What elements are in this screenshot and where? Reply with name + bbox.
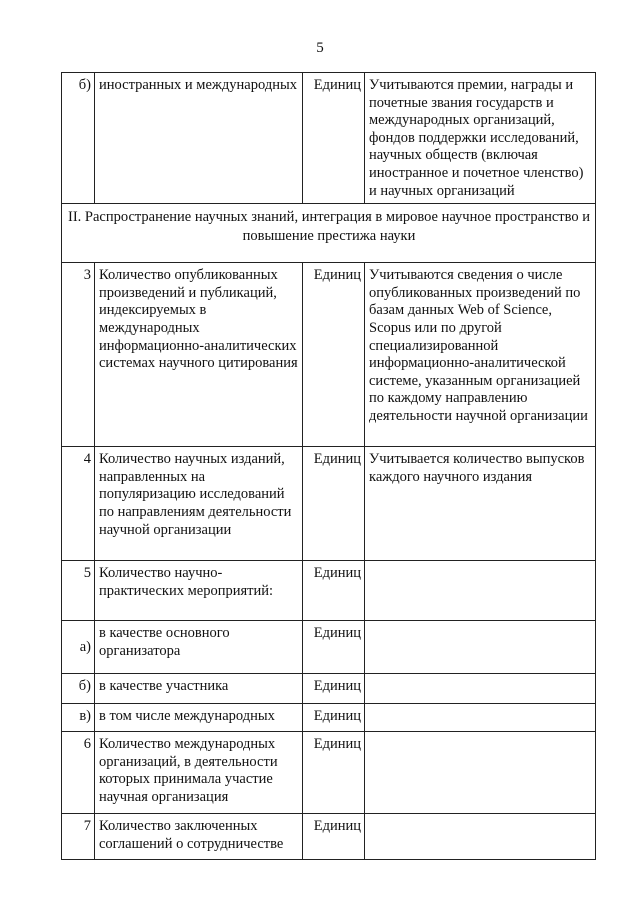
table-row [62, 73, 596, 204]
table-row [62, 263, 596, 447]
row-number: 4 [62, 447, 95, 561]
indicator-note [365, 561, 596, 621]
indicator-name: в качестве участника [95, 674, 303, 704]
row-number: 7 [62, 814, 95, 860]
unit-of-measure: Единиц [303, 732, 365, 814]
table-row [62, 704, 596, 732]
indicator-note [365, 814, 596, 860]
indicator-name: Количество опубликованных произведений и публикаций, индексируемых в международных информационно-аналитических системах научного цитирования [95, 263, 303, 447]
table-row [62, 674, 596, 704]
row-number: б) [62, 674, 95, 704]
unit-of-measure: Единиц [303, 73, 365, 204]
indicator-note: Учитываются сведения о числе опубликованных произведений по базам данных Web of Science, Scopus или по другой специализированной информационно-аналитической системе, указанным организацией по каждому направлению деятельности научной организации [365, 263, 596, 447]
row-number: а) [62, 621, 95, 674]
row-number: 6 [62, 732, 95, 814]
indicator-name: Количество заключенных соглашений о сотрудничестве [95, 814, 303, 860]
unit-of-measure: Единиц [303, 561, 365, 621]
row-number: в) [62, 704, 95, 732]
indicator-name: в качестве основного организатора [95, 621, 303, 674]
table-row [62, 621, 596, 674]
row-number: 5 [62, 561, 95, 621]
indicator-note [365, 621, 596, 674]
indicator-name: Количество международных организаций, в деятельности которых принимала участие научная организация [95, 732, 303, 814]
row-number: 3 [62, 263, 95, 447]
section-title: II. Распространение научных знаний, интеграция в мировое научное пространство и повышение престижа науки [62, 204, 596, 263]
indicator-note [365, 704, 596, 732]
indicator-note [365, 674, 596, 704]
unit-of-measure: Единиц [303, 814, 365, 860]
indicators-table [61, 72, 596, 860]
unit-of-measure: Единиц [303, 447, 365, 561]
unit-of-measure: Единиц [303, 621, 365, 674]
unit-of-measure: Единиц [303, 704, 365, 732]
indicator-note [365, 732, 596, 814]
table-row [62, 814, 596, 860]
table-row [62, 561, 596, 621]
indicator-name: в том числе международных [95, 704, 303, 732]
unit-of-measure: Единиц [303, 263, 365, 447]
indicator-note: Учитываются премии, награды и почетные звания государств и международных организаций, фондов поддержки исследований, научных обществ (включая иностранное и почетное членство) и научных организаций [365, 73, 596, 204]
indicator-name: Количество научных изданий, направленных на популяризацию исследований по направлениям деятельности научной организации [95, 447, 303, 561]
indicator-note: Учитывается количество выпусков каждого научного издания [365, 447, 596, 561]
table-row [62, 447, 596, 561]
page-number: 5 [316, 40, 324, 56]
row-number: б) [62, 73, 95, 204]
indicator-name: иностранных и международных [95, 73, 303, 204]
unit-of-measure: Единиц [303, 674, 365, 704]
table-row [62, 732, 596, 814]
indicator-name: Количество научно-практических мероприятий: [95, 561, 303, 621]
section-heading-row [62, 204, 596, 263]
